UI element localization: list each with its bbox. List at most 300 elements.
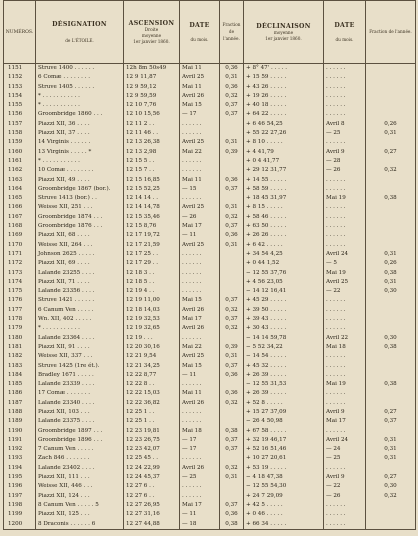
cell-date: Mai 11 <box>180 389 220 398</box>
cell-ascension: 12 11 2 . . <box>124 120 180 129</box>
cell-date: . . . . . . <box>180 250 220 259</box>
cell-fraction <box>220 129 244 138</box>
cell-fraction: 0,38 <box>220 520 244 530</box>
cell-date: — 11 <box>180 371 220 380</box>
cell-date: Mai 22 <box>180 343 220 352</box>
table-row <box>4 492 416 501</box>
table-row <box>4 520 416 530</box>
cell-fraction2 <box>366 138 416 147</box>
cell-declinaison: − 26 4 50,98 <box>244 417 324 426</box>
table-row <box>4 250 416 259</box>
cell-fraction: 0,39 <box>220 148 244 157</box>
cell-number: 1199 <box>4 510 36 519</box>
cell-declinaison: + 39 50 . . . . . <box>244 306 324 315</box>
cell-fraction <box>220 157 244 166</box>
table-row <box>4 259 416 268</box>
cell-designation: Piazzi XII, 68 . . . . <box>36 231 124 240</box>
cell-fraction <box>220 380 244 389</box>
cell-ascension: 12 18 14,03 <box>124 306 180 315</box>
cell-fraction2: 0,31 <box>366 278 416 287</box>
cell-number: 1194 <box>4 464 36 473</box>
cell-date: — 11 <box>180 231 220 240</box>
header-designation <box>36 1 124 64</box>
cell-declinaison: + 43 26 . . . . . <box>244 83 324 92</box>
cell-fraction <box>220 194 244 203</box>
table-row <box>4 166 416 175</box>
cell-fraction2: 0,31 <box>366 129 416 138</box>
cell-date: Mai 11 <box>180 64 220 74</box>
catalog-rows <box>4 64 416 530</box>
cell-declinaison: + 8 10 . . . . . <box>244 138 324 147</box>
header-ascension-sub1: Droite <box>144 26 159 32</box>
cell-number: 1167 <box>4 213 36 222</box>
cell-designation: Groombridge 1896 . . . <box>36 436 124 445</box>
cell-declinaison: − 12 55 54,30 <box>244 482 324 491</box>
cell-designation: Struve 1413 (bor.) . . <box>36 194 124 203</box>
cell-date2: . . . . . . <box>324 510 366 519</box>
cell-date: Avril 26 <box>180 324 220 333</box>
cell-date: . . . . . . <box>180 380 220 389</box>
cell-fraction2 <box>366 315 416 324</box>
table-row <box>4 296 416 305</box>
cell-date2: . . . . . . <box>324 83 366 92</box>
table-row <box>4 185 416 194</box>
cell-date2: . . . . . . <box>324 64 366 74</box>
cell-declinaison: − 14 12 16,41 <box>244 287 324 296</box>
cell-ascension: 12 27 44,88 <box>124 520 180 530</box>
header-ascension-sub3: 1er janvier 1860. <box>133 38 170 44</box>
cell-ascension: 12 10 7,76 <box>124 101 180 110</box>
cell-declinaison: − 14 54 . . . . . <box>244 352 324 361</box>
cell-number: 1183 <box>4 362 36 371</box>
cell-fraction: 0,38 <box>220 427 244 436</box>
cell-designation: Piazzi XII, 69 . . . . <box>36 259 124 268</box>
cell-date2: . . . . . . <box>324 306 366 315</box>
header-date2-sub: du mois. <box>335 36 354 42</box>
cell-fraction2 <box>366 371 416 380</box>
cell-declinaison: − 14 14 59,78 <box>244 334 324 343</box>
cell-ascension: 12 14 14,78 <box>124 203 180 212</box>
cell-fraction: 0,31 <box>220 138 244 147</box>
table-row <box>4 445 416 454</box>
cell-date2: . . . . . . <box>324 389 366 398</box>
table-row <box>4 222 416 231</box>
cell-ascension: 12 15 35,46 <box>124 213 180 222</box>
cell-number: 1163 <box>4 176 36 185</box>
cell-designation: Lalande 23402 . . . . <box>36 464 124 473</box>
cell-fraction2: 0,38 <box>366 380 416 389</box>
cell-designation: Struve 1400 . . . . . . <box>36 64 124 74</box>
table-row <box>4 231 416 240</box>
cell-fraction2: 0,38 <box>366 194 416 203</box>
cell-fraction2 <box>366 73 416 82</box>
cell-ascension: 12 27 31,16 <box>124 510 180 519</box>
cell-fraction2: 0,27 <box>366 408 416 417</box>
cell-ascension: 12 21 34,25 <box>124 362 180 371</box>
cell-number: 1162 <box>4 166 36 175</box>
cell-fraction <box>220 482 244 491</box>
table-row <box>4 371 416 380</box>
cell-designation: * . . . . . . . . . . . <box>36 101 124 110</box>
cell-fraction: 0,32 <box>220 464 244 473</box>
cell-ascension: 12 18 3 . . <box>124 269 180 278</box>
cell-date: Mai 11 <box>180 83 220 92</box>
cell-date2: . . . . . . <box>324 73 366 82</box>
cell-designation: Weisse XII, 337 . . . <box>36 352 124 361</box>
cell-number: 1184 <box>4 371 36 380</box>
cell-ascension: 12 24 22,99 <box>124 464 180 473</box>
cell-fraction: 0,36 <box>220 231 244 240</box>
header-designation-sub: de L'ÉTOILE. <box>65 37 94 43</box>
cell-ascension: 12 9 11,87 <box>124 73 180 82</box>
cell-designation: 8 Canum Ven . . . . . 5 <box>36 501 124 510</box>
cell-ascension: 12 9 59,12 <box>124 83 180 92</box>
cell-fraction2: 0,30 <box>366 287 416 296</box>
cell-number: 1181 <box>4 343 36 352</box>
cell-declinaison: + 15 27 37,09 <box>244 408 324 417</box>
cell-designation: * . . . . . . . . . . . <box>36 92 124 101</box>
cell-declinaison: + 18 45 31,97 <box>244 194 324 203</box>
cell-declinaison: + 29 12 31,77 <box>244 166 324 175</box>
cell-declinaison: + 4 41,79 <box>244 148 324 157</box>
cell-number: 1180 <box>4 334 36 343</box>
cell-number: 1196 <box>4 482 36 491</box>
cell-date: . . . . . . <box>180 417 220 426</box>
cell-date: Avril 26 <box>180 92 220 101</box>
cell-fraction2: 0,32 <box>366 492 416 501</box>
cell-date2: . . . . . . <box>324 110 366 119</box>
cell-date: Mai 17 <box>180 315 220 324</box>
cell-fraction: 0,36 <box>220 83 244 92</box>
cell-number: 1158 <box>4 129 36 138</box>
cell-number: 1200 <box>4 520 36 530</box>
cell-ascension: 12 18 5 . . <box>124 278 180 287</box>
header-ascension-sub2: moyenne <box>141 32 162 38</box>
cell-date: Avril 25 <box>180 203 220 212</box>
cell-date: . . . . . . <box>180 454 220 463</box>
cell-date2: — 5 <box>324 259 366 268</box>
cell-number: 1168 <box>4 222 36 231</box>
cell-declinaison: + 45 29 . . . . . <box>244 296 324 305</box>
cell-date2: . . . . . . <box>324 501 366 510</box>
cell-number: 1160 <box>4 148 36 157</box>
cell-fraction2 <box>366 501 416 510</box>
cell-date2: — 25 <box>324 129 366 138</box>
cell-declinaison: − 4 18 47,38 <box>244 473 324 482</box>
cell-fraction2 <box>366 92 416 101</box>
cell-fraction2: 0,31 <box>366 250 416 259</box>
table-row <box>4 241 416 250</box>
cell-fraction2 <box>366 83 416 92</box>
table-row <box>4 315 416 324</box>
table-row <box>4 138 416 147</box>
cell-designation: 7 Canum Ven . . . . . <box>36 445 124 454</box>
cell-designation: Piazzi XII, 49 . . . . <box>36 176 124 185</box>
cell-date2: . . . . . . <box>324 324 366 333</box>
cell-fraction: 0,37 <box>220 445 244 454</box>
cell-number: 1166 <box>4 203 36 212</box>
cell-date2: . . . . . . <box>324 427 366 436</box>
table-row <box>4 464 416 473</box>
table-row <box>4 101 416 110</box>
cell-designation: Piazzi XII, 103 . . . <box>36 408 124 417</box>
cell-number: 1174 <box>4 278 36 287</box>
table-row <box>4 399 416 408</box>
cell-designation: Weisse XII, 251 . . . <box>36 203 124 212</box>
header-fraction2: Fraction de l'année. <box>366 1 416 64</box>
cell-date2: Mai 18 <box>324 343 366 352</box>
cell-fraction2 <box>366 213 416 222</box>
header-date1-title: DATE <box>189 21 210 29</box>
table-row <box>4 278 416 287</box>
cell-fraction: 0,37 <box>220 501 244 510</box>
cell-date2: . . . . . . <box>324 176 366 185</box>
cell-declinaison: + 39 43 . . . . . <box>244 315 324 324</box>
header-date1-sub: du mois. <box>190 36 209 42</box>
cell-declinaison: + 0 46 . . . . . <box>244 510 324 519</box>
cell-date: . . . . . . <box>180 269 220 278</box>
cell-ascension: 12 15 5 . . <box>124 157 180 166</box>
table-row <box>4 501 416 510</box>
cell-designation: Groombridge 1874 . . . <box>36 213 124 222</box>
cell-designation: Lalande 23364 . . . . <box>36 334 124 343</box>
cell-declinaison: + 40 18 . . . . . <box>244 101 324 110</box>
cell-number: 1161 <box>4 157 36 166</box>
table-row <box>4 287 416 296</box>
cell-declinaison: + 6 42 . . . . . <box>244 241 324 250</box>
cell-designation: Lalande 23255 . . . . <box>36 269 124 278</box>
cell-declinaison: + 67 58 . . . . . <box>244 427 324 436</box>
table-row <box>4 306 416 315</box>
cell-date2: Avril 24 <box>324 250 366 259</box>
cell-date: Mai 22 <box>180 148 220 157</box>
cell-fraction: 0,37 <box>220 222 244 231</box>
cell-date: . . . . . . <box>180 482 220 491</box>
cell-date2: . . . . . . <box>324 296 366 305</box>
cell-date2: . . . . . . <box>324 92 366 101</box>
cell-number: 1170 <box>4 241 36 250</box>
cell-date: . . . . . . <box>180 120 220 129</box>
cell-number: 1155 <box>4 101 36 110</box>
cell-ascension: 12h 8m 50s49 <box>124 64 180 74</box>
cell-number: 1151 <box>4 64 36 74</box>
table-row <box>4 362 416 371</box>
cell-ascension: 12 15 16,85 <box>124 176 180 185</box>
cell-declinaison: + 42 5 . . . . . <box>244 501 324 510</box>
cell-fraction <box>220 259 244 268</box>
cell-fraction: 0,37 <box>220 362 244 371</box>
cell-number: 1172 <box>4 259 36 268</box>
cell-designation: Bradley 1671 . . . . . <box>36 371 124 380</box>
cell-fraction2 <box>366 362 416 371</box>
cell-date2: — 28 <box>324 157 366 166</box>
cell-date: . . . . . . <box>180 259 220 268</box>
cell-fraction <box>220 287 244 296</box>
cell-ascension: 12 22 36,82 <box>124 399 180 408</box>
cell-fraction2 <box>366 520 416 530</box>
cell-declinaison: + 10 27 20,61 <box>244 454 324 463</box>
cell-designation: Piazzi XII, 125 . . . <box>36 510 124 519</box>
cell-number: 1164 <box>4 185 36 194</box>
cell-date: Avril 26 <box>180 306 220 315</box>
table-row <box>4 324 416 333</box>
cell-designation: * . . . . . . . . . . . <box>36 324 124 333</box>
table-row <box>4 92 416 101</box>
header-date2 <box>324 1 366 64</box>
cell-fraction: 0,31 <box>220 73 244 82</box>
cell-declinaison: + 6 46 54,25 <box>244 120 324 129</box>
cell-fraction: 0,31 <box>220 241 244 250</box>
cell-date2: Avril 25 <box>324 278 366 287</box>
cell-date: Avril 25 <box>180 352 220 361</box>
header-declinaison-title: DÉCLINAISON <box>256 22 311 30</box>
cell-ascension: 12 17 19,72 <box>124 231 180 240</box>
cell-number: 1157 <box>4 120 36 129</box>
cell-date2: . . . . . . <box>324 101 366 110</box>
cell-fraction2 <box>366 176 416 185</box>
cell-designation: Johnson 2625 . . . . . <box>36 250 124 259</box>
cell-ascension: 12 23 42,07 <box>124 445 180 454</box>
table-row <box>4 213 416 222</box>
star-catalog-table <box>3 0 416 530</box>
cell-fraction2 <box>366 110 416 119</box>
cell-fraction: 0,31 <box>220 473 244 482</box>
cell-fraction <box>220 120 244 129</box>
cell-declinaison: + 52 8 . . . . . <box>244 399 324 408</box>
cell-declinaison: + 32 19 46,17 <box>244 436 324 445</box>
cell-number: 1192 <box>4 445 36 454</box>
cell-fraction: 0,37 <box>220 315 244 324</box>
cell-date: Avril 25 <box>180 138 220 147</box>
cell-fraction <box>220 454 244 463</box>
header-declinaison <box>244 1 324 64</box>
cell-declinaison: + 15 59 . . . . . <box>244 73 324 82</box>
cell-date: — 11 <box>180 510 220 519</box>
table-row <box>4 83 416 92</box>
table-row <box>4 269 416 278</box>
cell-declinaison: − 5 52 34,22 <box>244 343 324 352</box>
cell-designation: Struve 1425 (1re ét.). <box>36 362 124 371</box>
table-row <box>4 389 416 398</box>
cell-declinaison: + 63 50 . . . . . <box>244 222 324 231</box>
cell-number: 1197 <box>4 492 36 501</box>
cell-number: 1190 <box>4 427 36 436</box>
cell-ascension: 12 19 32,65 <box>124 324 180 333</box>
cell-date2: . . . . . . <box>324 185 366 194</box>
cell-fraction <box>220 250 244 259</box>
cell-declinaison: + 0 4 41,77 <box>244 157 324 166</box>
cell-fraction: 0,36 <box>220 64 244 74</box>
cell-number: 1189 <box>4 417 36 426</box>
cell-date: Mai 15 <box>180 296 220 305</box>
table-row <box>4 417 416 426</box>
cell-fraction2 <box>366 64 416 74</box>
cell-fraction2 <box>366 203 416 212</box>
cell-date: Mai 17 <box>180 501 220 510</box>
cell-fraction <box>220 408 244 417</box>
cell-date2: . . . . . . <box>324 315 366 324</box>
cell-number: 1152 <box>4 73 36 82</box>
cell-fraction2: 0,27 <box>366 148 416 157</box>
cell-ascension: 12 24 45,37 <box>124 473 180 482</box>
cell-number: 1153 <box>4 83 36 92</box>
cell-date2: — 26 <box>324 492 366 501</box>
cell-ascension: 12 17 29 . . <box>124 259 180 268</box>
cell-ascension: 12 15 52,25 <box>124 185 180 194</box>
cell-fraction: 0,39 <box>220 343 244 352</box>
cell-date: — 17 <box>180 110 220 119</box>
cell-ascension: 12 19 . . . <box>124 334 180 343</box>
cell-fraction: 0,37 <box>220 110 244 119</box>
cell-date2: . . . . . . <box>324 371 366 380</box>
cell-date: . . . . . . <box>180 194 220 203</box>
cell-date: Avril 26 <box>180 464 220 473</box>
cell-declinaison: + 53 19 . . . . . <box>244 464 324 473</box>
cell-date: — 15 <box>180 185 220 194</box>
cell-ascension: 12 21 9,54 <box>124 352 180 361</box>
cell-date2: Mai 19 <box>324 380 366 389</box>
cell-date: . . . . . . <box>180 157 220 166</box>
cell-fraction2: 0,38 <box>366 269 416 278</box>
cell-ascension: 12 23 26,75 <box>124 436 180 445</box>
cell-ascension: 12 25 1 . . <box>124 417 180 426</box>
cell-fraction2 <box>366 324 416 333</box>
cell-fraction2 <box>366 464 416 473</box>
cell-designation: Weisse XII, 446 . . . <box>36 482 124 491</box>
cell-fraction2 <box>366 231 416 240</box>
cell-ascension: 12 27 6 . . <box>124 482 180 491</box>
cell-declinaison: + 52 16 51,46 <box>244 445 324 454</box>
cell-fraction2: 0,31 <box>366 454 416 463</box>
cell-designation: 10 Comæ . . . . . . . . <box>36 166 124 175</box>
cell-designation: Groombridge 1876 . . . <box>36 222 124 231</box>
cell-designation: 6 Comæ . . . . . . . . <box>36 73 124 82</box>
cell-declinaison: + 30 43 . . . . . <box>244 324 324 333</box>
cell-number: 1191 <box>4 436 36 445</box>
cell-date2: Avril 22 <box>324 334 366 343</box>
cell-designation: Wn. XII, 402 . . . . . <box>36 315 124 324</box>
cell-fraction: 0,32 <box>220 399 244 408</box>
table-row <box>4 64 416 74</box>
table-row <box>4 110 416 119</box>
cell-fraction: 0,32 <box>220 324 244 333</box>
cell-date: . . . . . . <box>180 278 220 287</box>
cell-number: 1175 <box>4 287 36 296</box>
cell-ascension: 12 27 26,95 <box>124 501 180 510</box>
cell-date2: Avril 9 <box>324 408 366 417</box>
cell-designation: Piazzi XII, 111 . . . <box>36 473 124 482</box>
cell-date: . . . . . . <box>180 166 220 175</box>
cell-date: Mai 15 <box>180 362 220 371</box>
cell-declinaison: + 55 22 27,26 <box>244 129 324 138</box>
cell-fraction2 <box>366 399 416 408</box>
table-row <box>4 408 416 417</box>
table-row <box>4 427 416 436</box>
cell-number: 1187 <box>4 399 36 408</box>
cell-ascension: 12 13 26,38 <box>124 138 180 147</box>
header-designation-title: DÉSIGNATION <box>52 20 107 28</box>
cell-date2: . . . . . . <box>324 138 366 147</box>
cell-ascension: 12 23 19,81 <box>124 427 180 436</box>
cell-fraction <box>220 278 244 287</box>
cell-fraction2 <box>366 306 416 315</box>
cell-number: 1198 <box>4 501 36 510</box>
cell-ascension: 12 19 32,53 <box>124 315 180 324</box>
cell-fraction: 0,37 <box>220 101 244 110</box>
cell-designation: Weisse XII, 264 . . . <box>36 241 124 250</box>
cell-number: 1178 <box>4 315 36 324</box>
cell-date: Avril 26 <box>180 399 220 408</box>
